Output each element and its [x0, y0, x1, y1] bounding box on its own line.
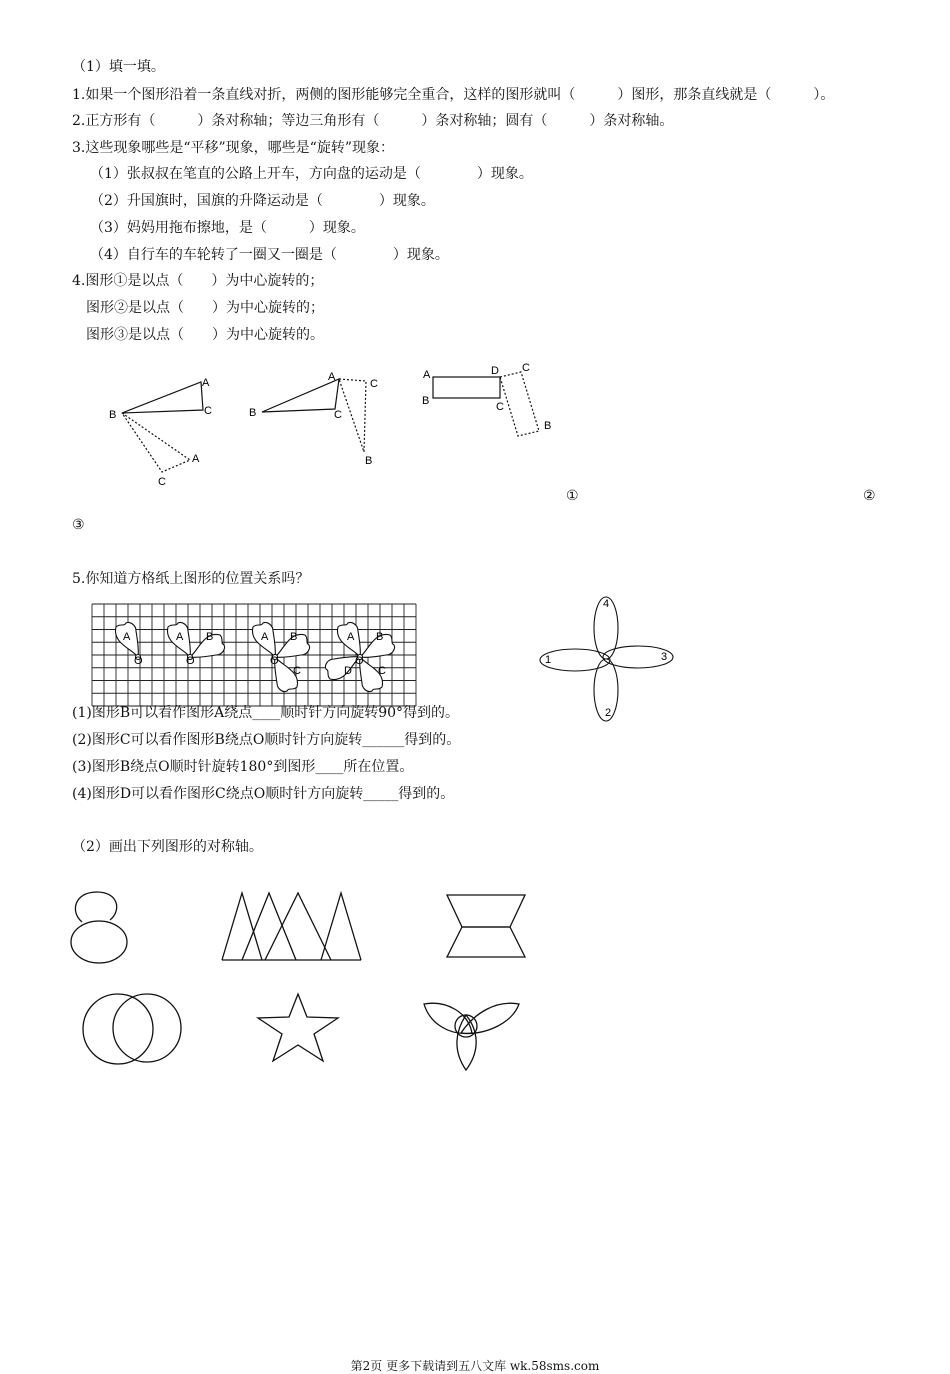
grid-label-b4: B: [376, 631, 384, 643]
question-5: 5.你知道方格纸上图形的位置关系吗？: [72, 571, 310, 587]
rotation-figure-2: [262, 379, 366, 452]
question-3-1: （1）张叔叔在笔直的公路上开车，方向盘的运动是（ ）现象。: [90, 166, 533, 182]
grid-label-b2: B: [206, 631, 214, 643]
symmetry-shapes: [0, 880, 950, 1080]
question-1: 1.如果一个图形沿着一条直线对折，两侧的图形能够完全重合，这样的图形就叫（ ）图形，那条直线就是（ ）。: [72, 87, 835, 103]
grid-label-a3: A: [261, 631, 269, 643]
fig2-label-a: A: [328, 371, 336, 383]
fig3-label-b: B: [422, 395, 430, 407]
shape-star: [258, 994, 338, 1061]
fig1-label-a2: A: [192, 453, 200, 465]
grid-label-c4: C: [378, 665, 386, 677]
question-5-3: (3)图形B绕点O顺时针旋转180°到图形____所在位置。: [72, 759, 414, 775]
grid-label-o4: O: [355, 655, 364, 667]
grid-label-d4: D: [344, 665, 352, 677]
fig3-label-a: A: [423, 369, 431, 381]
grid-label-o3: O: [270, 655, 279, 667]
grid-label-a2: A: [176, 631, 184, 643]
question-2: 2.正方形有（ ）条对称轴；等边三角形有（ ）条对称轴；圆有（ ）条对称轴。: [72, 113, 674, 129]
rotation-figures: [0, 360, 950, 500]
fig2-label-c2: C: [370, 378, 378, 390]
fig2-label-b2: B: [365, 455, 373, 467]
grid-flower-figure: [90, 602, 420, 710]
fig3-label-b2: B: [544, 420, 552, 432]
petal-label-3: 3: [661, 651, 668, 663]
page-footer: 第2页 更多下载请到五八文库 wk.58sms.com: [350, 1359, 600, 1373]
question-3-2: （2）升国旗时，国旗的升降运动是（ ）现象。: [90, 193, 435, 209]
grid-label-c3: C: [293, 665, 301, 677]
petal-label-4: 4: [603, 598, 610, 610]
question-4-3: 图形③是以点（ ）为中心旋转的。: [86, 327, 324, 343]
grid-label-o2: O: [186, 655, 195, 667]
petal-label-1: 1: [545, 654, 552, 666]
four-petal-figure: [538, 597, 678, 722]
shape-figure-eight: [71, 892, 127, 963]
fig1-label-c2: C: [158, 476, 166, 488]
question-4-1: 4.图形①是以点（ ）为中心旋转的；: [72, 273, 324, 289]
petal-label-2: 2: [605, 707, 612, 719]
fig3-label-c2: C: [522, 362, 530, 374]
rotation-figure-3: [433, 372, 539, 436]
question-5-2: (2)图形C可以看作图形B绕点O顺时针方向旋转______得到的。: [72, 732, 461, 748]
figure-mark-2: ②: [863, 488, 876, 504]
fig2-label-b: B: [249, 407, 257, 419]
figure-mark-3: ③: [72, 517, 85, 533]
question-3-3: （3）妈妈用拖布擦地，是（ ）现象。: [90, 220, 365, 236]
question-3-4: （4）自行车的车轮转了一圈又一圈是（ ）现象。: [90, 247, 449, 263]
shape-overlapping-circles: [83, 994, 181, 1064]
grid-label-o1: O: [134, 655, 143, 667]
question-4-2: 图形②是以点（ ）为中心旋转的；: [86, 300, 324, 316]
shape-triangles: [222, 893, 361, 960]
fig2-label-c: C: [334, 409, 342, 421]
grid-label-a1: A: [123, 631, 131, 643]
question-5-4: (4)图形D可以看作图形C绕点O顺时针方向旋转_____得到的。: [72, 786, 455, 802]
shape-three-petals: [424, 1003, 519, 1070]
section1-heading: （1）填一填。: [72, 59, 165, 75]
fig3-label-d: D: [491, 365, 499, 377]
grid-label-b3: B: [290, 631, 298, 643]
fig1-label-b: B: [109, 409, 117, 421]
fig1-label-c: C: [204, 405, 212, 417]
shape-hourglass-trapezoids: [447, 895, 525, 957]
section2-heading: （2）画出下列图形的对称轴。: [72, 839, 263, 855]
fig3-label-c: C: [496, 401, 504, 413]
grid-label-a4: A: [347, 631, 355, 643]
figure-mark-1: ①: [566, 488, 579, 504]
question-3: 3.这些现象哪些是“平移”现象，哪些是“旋转”现象：: [72, 140, 394, 156]
question-5-1: (1)图形B可以看作图形A绕点____顺时针方向旋转90°得到的。: [72, 705, 460, 721]
rotation-figure-1: [122, 382, 203, 472]
fig1-label-a: A: [202, 377, 210, 389]
